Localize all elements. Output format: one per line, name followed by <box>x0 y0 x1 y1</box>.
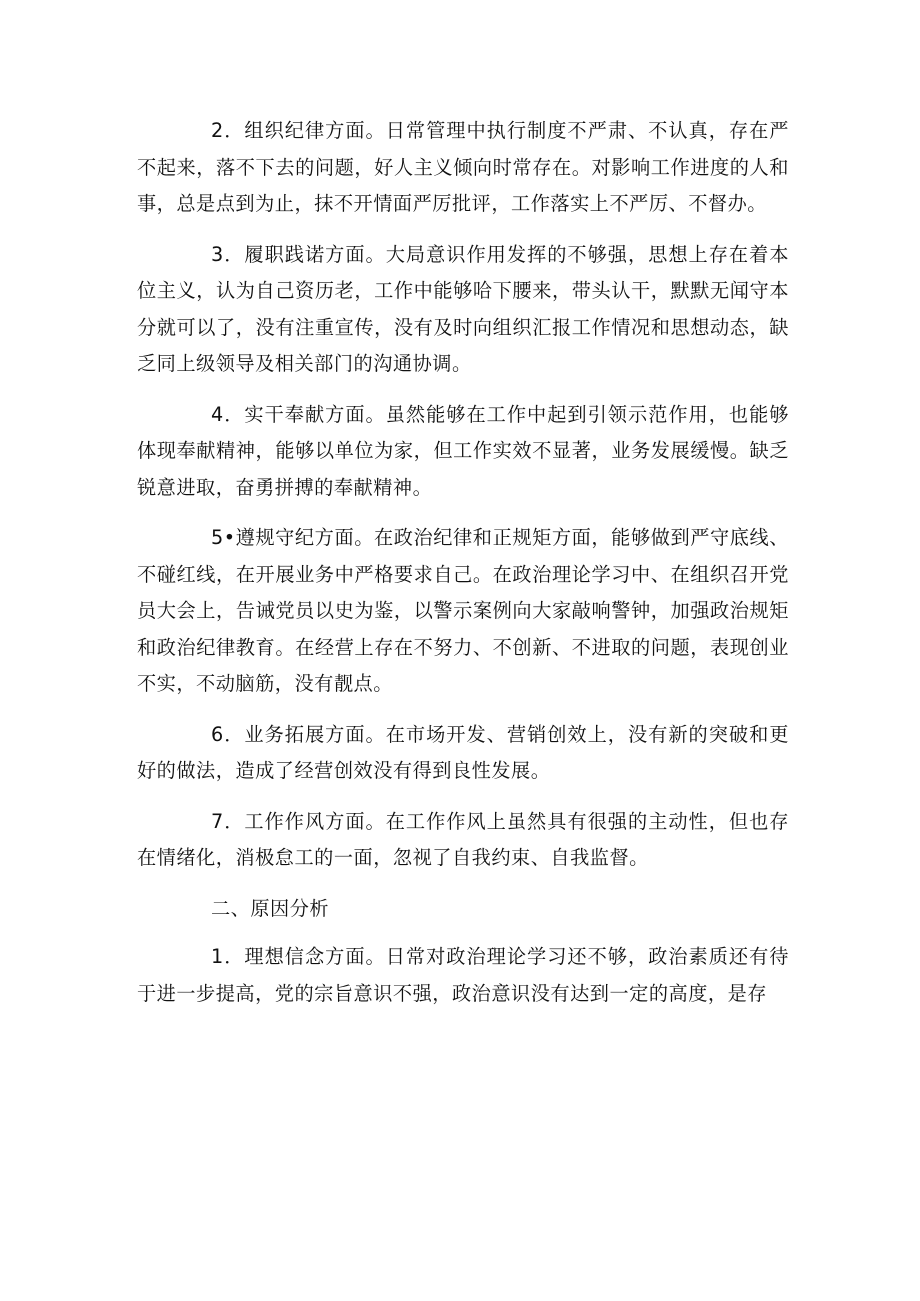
paragraph-spacer <box>137 506 789 520</box>
paragraph-spacer <box>137 927 789 939</box>
paragraph-spacer <box>137 703 789 717</box>
paragraph-work-style: 7．工作作风方面。在工作作风上虽然具有很强的主动性，但也存在情绪化，消极怠工的一面，忽视了自我约束、自我监督。 <box>137 809 789 869</box>
paragraph-business-expansion: 6．业务拓展方面。在市场开发、营销创效上，没有新的突破和更好的做法，造成了经营创效没有得到良性发展。 <box>137 722 789 782</box>
paragraph-duty-performance: 3．履职践诺方面。大局意识作用发挥的不够强，思想上存在着本位主义，认为自己资历老，工作中能够哈下腰来，带头认干，默默无闻守本分就可以了，没有注重宣传，没有及时向组织汇报工作情况和思想动态，缺乏同上级领导及相关部门的沟通协调。 <box>137 242 789 375</box>
paragraph-organizational-discipline: 2．组织纪律方面。日常管理中执行制度不严肃、不认真，存在严不起来，落不下去的问题，好人主义倾向时常存在。对影响工作进度的人和事，总是点到为止，抹不开情面严厉批评，工作落实上不严厉、不督办。 <box>137 119 789 215</box>
paragraph-rules-discipline: 5•遵规守纪方面。在政治纪律和正规矩方面，能够做到严守底线、不碰红线，在开展业务中严格要求自己。在政治理论学习中、在组织召开党员大会上，告诫党员以史为鉴，以警示案例向大家敲响警钟，加强政治规矩和政治纪律教育。在经营上存在不努力、不创新、不进取的问题，表现创业不实，不动脑筋，没有靓点。 <box>137 526 789 695</box>
paragraph-spacer <box>137 223 789 237</box>
section-heading-cause-analysis: 二、原因分析 <box>211 896 330 920</box>
paragraph-ideals-beliefs: 1．理想信念方面。日常对政治理论学习还不够，政治素质还有待于进一步提高，党的宗旨意识不强，政治意识没有达到一定的高度，是存 <box>137 945 789 1005</box>
document-body <box>137 113 789 1012</box>
paragraph-dedication: 4．实干奉献方面。虽然能够在工作中起到引领示范作用，也能够体现奉献精神，能够以单位为家，但工作实效不显著，业务发展缓慢。缺乏锐意进取，奋勇拼搏的奉献精神。 <box>137 402 789 499</box>
paragraph-spacer <box>137 790 789 804</box>
paragraph-spacer <box>137 877 789 891</box>
paragraph-spacer <box>137 383 789 397</box>
